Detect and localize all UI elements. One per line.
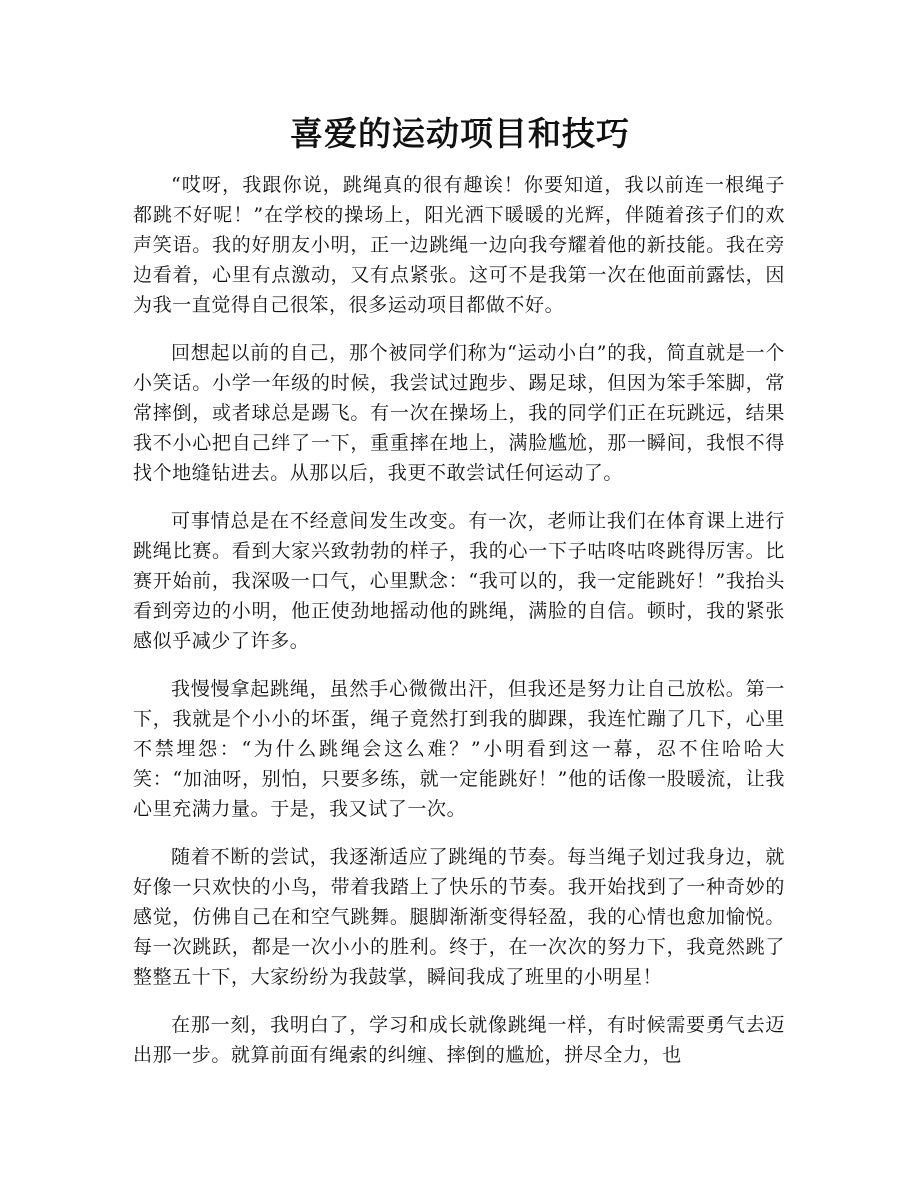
document-body — [133, 170, 785, 1088]
paragraph-6: 在那一刻，我明白了，学习和成长就像跳绳一样，有时候需要勇气去迈出那一步。就算前面有绳索的纠缠、摔倒的尴尬，拼尽全力，也 — [133, 1014, 785, 1066]
paragraph-4: 我慢慢拿起跳绳，虽然手心微微出汗，但我还是努力让自己放松。第一下，我就是个小小的坏蛋，绳子竟然打到我的脚踝，我连忙蹦了几下，心里不禁埋怨：“为什么跳绳会这么难？”小明看到这一幕，忍不住哈哈大笑：“加油呀，别怕，只要多练，就一定能跳好！”他的话像一股暖流，让我心里充满力量。于是，我又试了一次。 — [133, 678, 785, 820]
paragraph-3: 可事情总是在不经意间发生改变。有一次，老师让我们在体育课上进行跳绳比赛。看到大家兴致勃勃的样子，我的心一下子咕咚咕咚跳得厉害。比赛开始前，我深吸一口气，心里默念：“我可以的，我一定能跳好！”我抬头看到旁边的小明，他正使劲地摇动他的跳绳，满脸的自信。顿时，我的紧张感似乎减少了许多。 — [133, 510, 785, 652]
paragraph-2: 回想起以前的自己，那个被同学们称为“运动小白”的我，简直就是一个小笑话。小学一年级的时候，我尝试过跑步、踢足球，但因为笨手笨脚，常常摔倒，或者球总是踢飞。有一次在操场上，我的同学们正在玩跳远，结果我不小心把自己绊了一下，重重摔在地上，满脸尴尬，那一瞬间，我恨不得找个地缝钻进去。从那以后，我更不敢尝试任何运动了。 — [133, 342, 785, 484]
paragraph-1: “哎呀，我跟你说，跳绳真的很有趣诶！你要知道，我以前连一根绳子都跳不好呢！”在学校的操场上，阳光洒下暖暖的光辉，伴随着孩子们的欢声笑语。我的好朋友小明，正一边跳绳一边向我夸耀着他的新技能。我在旁边看着，心里有点激动，又有点紧张。这可不是我第一次在他面前露怯，因为我一直觉得自己很笨，很多运动项目都做不好。 — [133, 174, 785, 316]
paragraph-5: 随着不断的尝试，我逐渐适应了跳绳的节奏。每当绳子划过我身边，就好像一只欢快的小鸟，带着我踏上了快乐的节奏。我开始找到了一种奇妙的感觉，仿佛自己在和空气跳舞。腿脚渐渐变得轻盈，我的心情也愈加愉悦。每一次跳跃，都是一次小小的胜利。终于，在一次次的努力下，我竟然跳了整整五十下，大家纷纷为我鼓掌，瞬间我成了班里的小明星！ — [133, 846, 785, 988]
document-title: 喜爱的运动项目和技巧 — [290, 114, 630, 153]
